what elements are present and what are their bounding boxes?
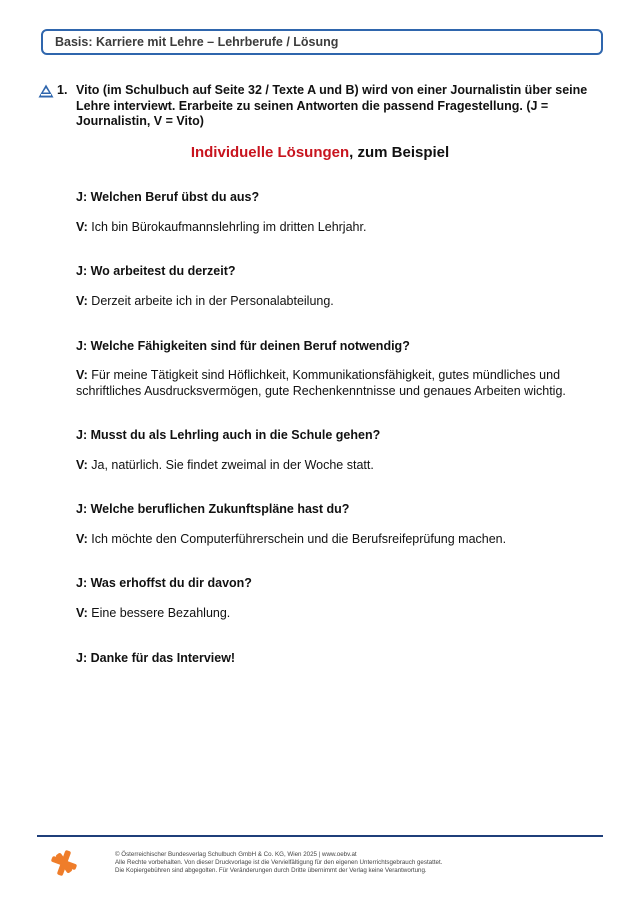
question-6: J: Was erhoffst du dir davon? (76, 576, 252, 590)
solution-subtitle (0, 144, 640, 161)
answer-speaker: V: (76, 294, 88, 308)
question-3: J: Welche Fähigkeiten sind für deinen Beruf notwendig? (76, 339, 410, 353)
answer-text: Eine bessere Bezahlung. (87, 606, 231, 620)
answer-text: Ich möchte den Computerführerschein und die Berufsreifeprüfung machen. (87, 532, 507, 546)
answer-text: Ja, natürlich. Sie findet zweimal in der Woche statt. (87, 458, 374, 472)
answer-3 (76, 367, 596, 399)
subtitle-rest: , zum Beispiel (349, 144, 450, 161)
footer-divider (37, 835, 603, 837)
answer-speaker: V: (76, 368, 88, 382)
answer-speaker: V: (76, 606, 88, 620)
question-2: J: Wo arbeitest du derzeit? (76, 264, 236, 278)
footer-line-3: Die Kopiergebühren sind abgegolten. Für Veränderungen durch Dritte übernimmt der Verlag keine Verantwortung. (115, 867, 427, 874)
answer-1 (76, 219, 596, 235)
footer-line-1: © Österreichischer Bundesverlag Schulbuch GmbH & Co. KG, Wien 2025 | www.oebv.at (115, 851, 357, 858)
header-title-box (41, 29, 603, 55)
task-number: 1. (57, 83, 68, 97)
answer-5 (76, 531, 596, 547)
question-4: J: Musst du als Lehrling auch in die Schule gehen? (76, 428, 381, 442)
question-5: J: Welche beruflichen Zukunftspläne hast du? (76, 502, 350, 516)
answer-text: Ich bin Bürokaufmannslehrling im dritten Lehrjahr. (87, 220, 367, 234)
answer-speaker: V: (76, 220, 88, 234)
oebv-logo-icon (50, 849, 78, 877)
question-1: J: Welchen Beruf übst du aus? (76, 190, 260, 204)
footer-line-2: Alle Rechte vorbehalten. Von dieser Druckvorlage ist die Vervielfältigung für den eigenen Unterrichtsgebrauch gestattet. (115, 859, 443, 866)
difficulty-triangle-icon (38, 84, 54, 98)
closing-remark: J: Danke für das Interview! (76, 651, 236, 665)
answer-speaker: V: (76, 458, 88, 472)
answer-2 (76, 293, 596, 309)
subtitle-highlight: Individuelle Lösungen (190, 144, 350, 161)
task-instruction: Vito (im Schulbuch auf Seite 32 / Texte A und B) wird von einer Journalistin über seine Lehre interviewt. Erarbeite zu seinen Antworten die passend Fragestellung. (J = Journalistin, V = Vito) (76, 83, 588, 128)
answer-4 (76, 457, 596, 473)
answer-speaker: V: (76, 532, 88, 546)
footer-copyright (115, 851, 535, 875)
answer-text: Derzeit arbeite ich in der Personalabteilung. (87, 294, 334, 308)
header-title: Basis: Karriere mit Lehre – Lehrberufe / Lösung (55, 35, 339, 49)
answer-text: Für meine Tätigkeit sind Höflichkeit, Kommunikationsfähigkeit, gutes mündliches und schriftliches Ausdrucksvermögen, gute Rechenkenntnisse und genaues Arbeiten wichtig. (76, 368, 566, 398)
answer-6 (76, 605, 596, 621)
